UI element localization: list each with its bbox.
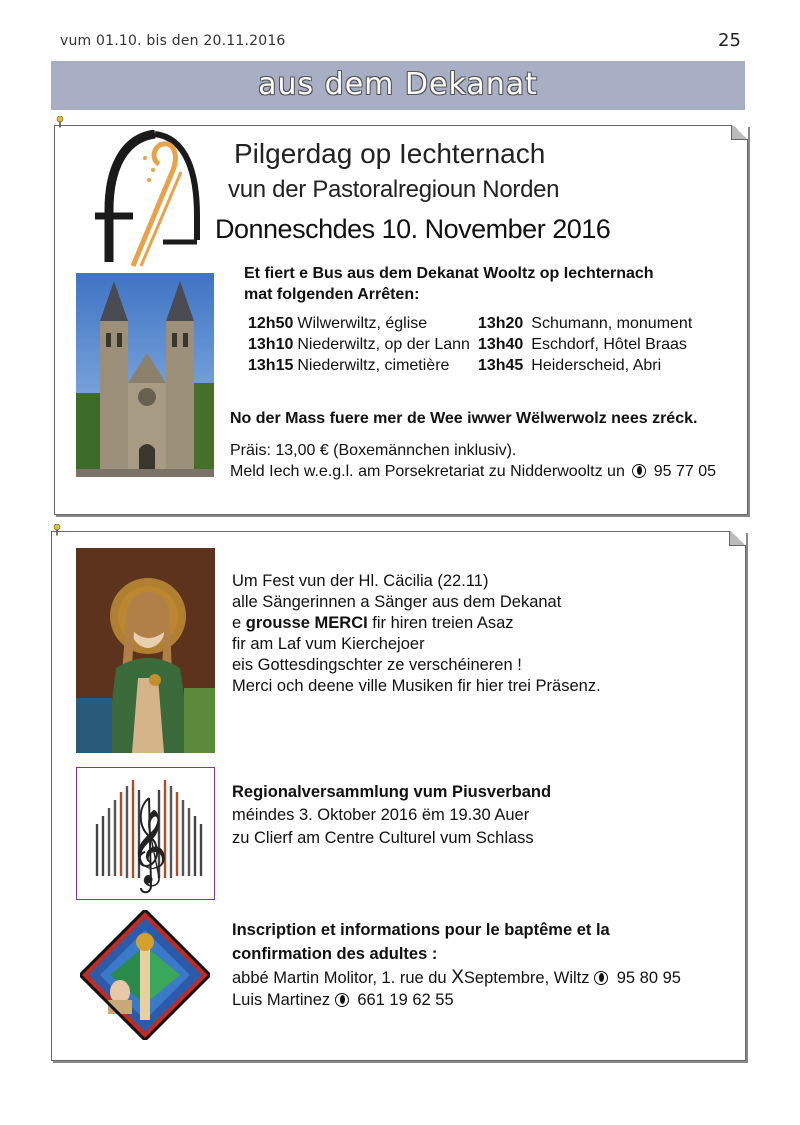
stop-time: 12h50	[248, 314, 294, 332]
organ-music-logo	[76, 767, 215, 900]
pin-icon	[56, 116, 64, 128]
baptism-title-line2: confirmation des adultes :	[232, 945, 438, 963]
baptism-phone: 661 19 62 55	[357, 991, 454, 1009]
baptism-stained-glass	[80, 910, 210, 1040]
piusverband-line2: zu Clierf am Centre Culturel vum Schlass	[232, 829, 534, 847]
contact-line	[230, 461, 716, 482]
stop-place: Wilwerwiltz, église	[297, 314, 428, 332]
contact-text: Meld Iech w.e.g.l. am Porsekretariat zu Nidderwooltz un	[230, 463, 625, 480]
bus-intro-line1: Et fiert e Bus aus dem Dekanat Wooltz op Iechternach	[244, 265, 654, 282]
baptism-text: abbé Martin Molitor, 1. rue du	[232, 969, 452, 987]
header-date-range: vum 01.10. bis den 20.11.2016	[60, 33, 286, 49]
pastoral-region-logo	[93, 130, 203, 268]
stop-place: Niederwiltz, cimetière	[297, 356, 450, 374]
baptism-x: X	[451, 967, 464, 988]
basilica-photo	[76, 273, 214, 477]
price-line: Präis: 13,00 € (Boxemännchen inklusiv).	[230, 442, 517, 459]
cecilia-merci: grousse MERCI	[245, 614, 368, 632]
pilgrimage-subtitle: vun der Pastoralregioun Norden	[228, 176, 560, 203]
stop-time: 13h45	[477, 356, 524, 374]
baptism-text: Septembre, Wiltz	[463, 969, 595, 987]
stop-time: 13h40	[477, 335, 524, 353]
stop-time: 13h15	[248, 356, 294, 374]
stop-place: Eschdorf, Hôtel Braas	[531, 335, 687, 353]
stop-time: 13h10	[248, 335, 294, 353]
stop-time: 13h20	[477, 314, 524, 332]
stop-place: Schumann, monument	[531, 314, 693, 332]
banner-title: aus dem Dekanat	[258, 67, 538, 102]
table-row	[248, 334, 696, 355]
table-row	[248, 313, 696, 334]
cecilia-line4: fir am Laf vum Kierchejoer	[232, 635, 425, 653]
pin-icon	[53, 524, 61, 536]
baptism-contact-molitor	[232, 967, 681, 989]
contact-phone: 95 77 05	[653, 463, 717, 480]
cecilia-line1: Um Fest vun der Hl. Cäcilia (22.11)	[232, 572, 489, 590]
piusverband-title: Regionalversammlung vum Piusverband	[232, 783, 552, 801]
phone-icon	[335, 993, 349, 1007]
cecilia-line5: eis Gottesdingschter ze verschéineren !	[232, 656, 522, 674]
section-banner	[51, 61, 745, 110]
cecilia-line3	[232, 613, 514, 634]
svg-text:𝄞: 𝄞	[130, 810, 168, 884]
stop-place: Heiderscheid, Abri	[531, 356, 662, 374]
baptism-contact-martinez	[232, 990, 454, 1011]
bus-intro-line2: mat folgenden Arrêten:	[244, 286, 420, 303]
cecilia-text: e	[232, 614, 246, 632]
cecilia-line6: Merci och deene ville Musiken fir hier trei Präsenz.	[232, 677, 601, 695]
baptism-phone: 95 80 95	[616, 969, 681, 987]
page-fold-icon	[729, 531, 746, 546]
cecilia-line2: alle Sängerinnen a Sänger aus dem Dekanat	[232, 593, 562, 611]
bus-stops-table	[248, 313, 696, 376]
saint-cecilia-stained-glass	[76, 548, 215, 753]
piusverband-line1: méindes 3. Oktober 2016 ëm 19.30 Auer	[232, 806, 530, 824]
pilgrimage-title: Pilgerdag op Iechternach	[234, 138, 546, 169]
stop-place: Niederwiltz, op der Lann	[297, 335, 470, 353]
cecilia-text: fir hiren treien Asaz	[367, 614, 514, 632]
phone-icon	[632, 464, 646, 478]
pilgrimage-date: Donneschdes 10. November 2016	[215, 214, 611, 244]
baptism-title-line1: Inscription et informations pour le baptême et la	[232, 921, 610, 939]
phone-icon	[594, 971, 608, 985]
table-row	[248, 355, 696, 376]
baptism-text: Luis Martinez	[232, 991, 335, 1009]
return-note: No der Mass fuere mer de Wee iwwer Wëlwerwolz nees zréck.	[230, 410, 698, 427]
page-fold-icon	[731, 125, 748, 140]
page-number: 25	[718, 30, 741, 51]
